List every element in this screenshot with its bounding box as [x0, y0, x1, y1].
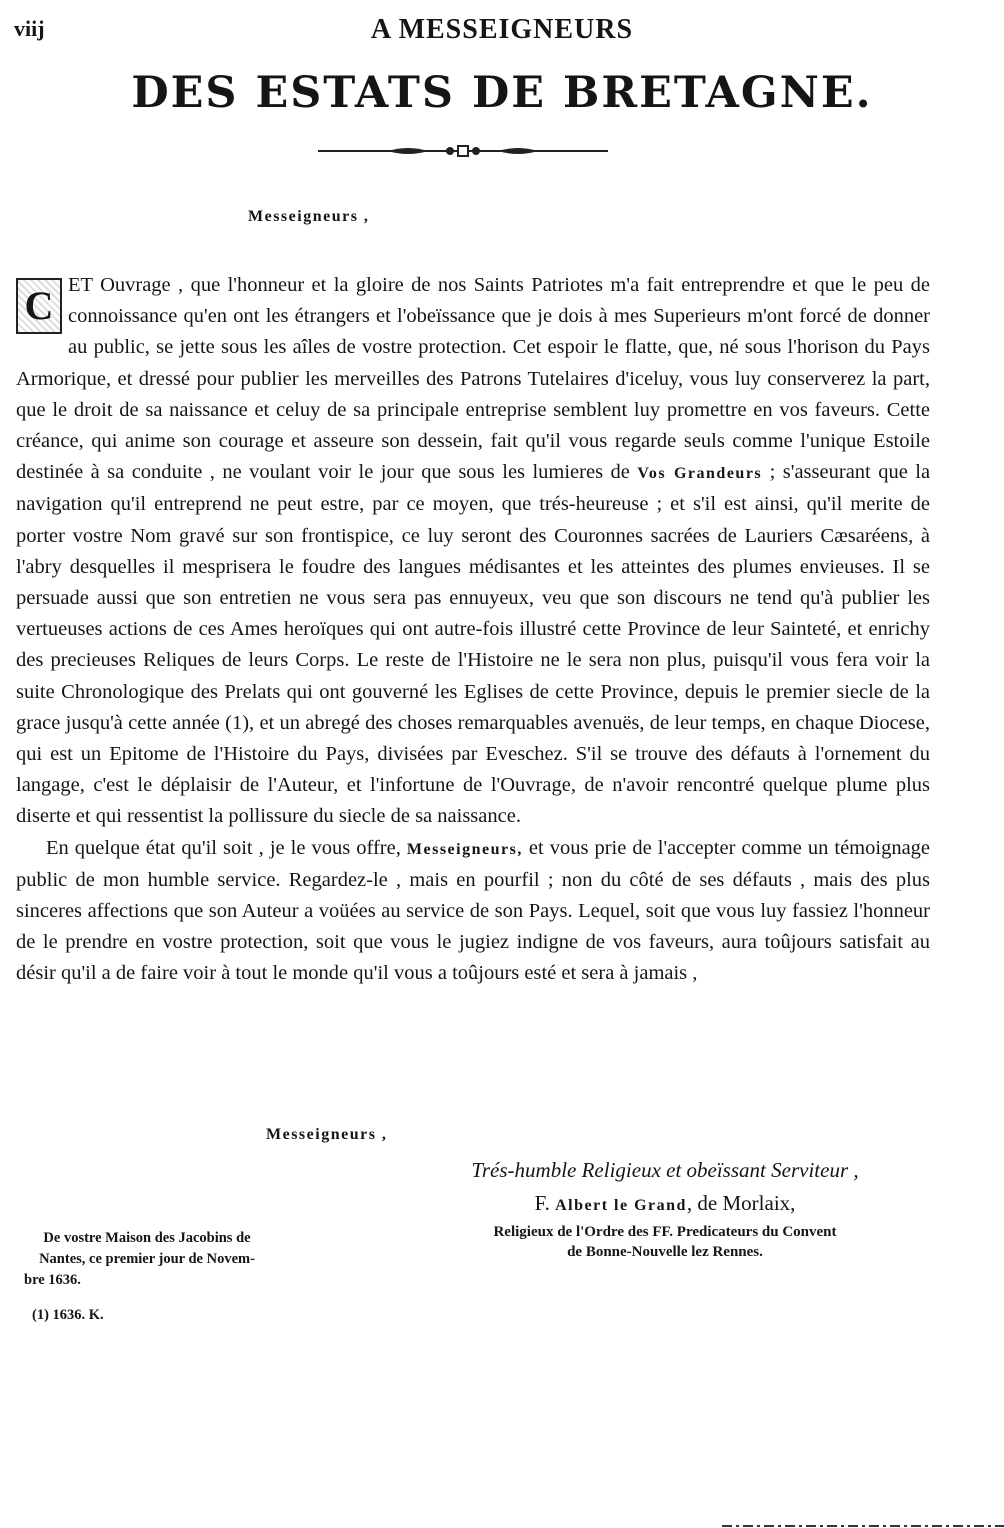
- paragraph-1-rest: ; s'asseurant que la navigation qu'il entreprend ne peut estre, par ce moyen, que trés-heureuse ; et s'il est ainsi, qu'il merite de porter vostre Nom gravé sur son frontispice, ce luy seront des Couronnes sacrées de Lauriers Cæsaréens, à l'abry desquelles il mesprisera le foudre des langues médisantes et les atteintes des plumes envieuses. Il se persuade aussi que son entretien ne vous sera pas ennuyeux, veu que son discours ne tend qu'à publier les vertueuses actions de ces Ames heroïques qui ont autre-fois illustré cette Province de leur Sainteté, et enrichy des precieuses Reliques de leurs Corps. Le reste de l'Histoire ne le sera non plus, puisqu'il vous fera voir la suite Chronologique des Prelats qui ont gouverné les Eglises de cette Province, depuis le premier siecle de la grace jusqu'à cette année (1), et un abregé des choses remarquables avenuës, de leur temps, en chaque Diocese, qui est un Epitome de l'Histoire du Pays, divisées par Eveschez. S'il se trouve des défauts à l'ornement du langage, c'est le déplaisir de l'Auteur, et l'infortune de l'Ouvrage, de n'avoir rencontré quelque plume plus diserte et qui ressentist la pollissure du siecle de sa naissance.: [16, 461, 931, 828]
- page-edge-marks: [722, 1520, 1004, 1528]
- paragraph-2-rest: et vous prie de l'accepter comme un témoignage public de mon humble service. Regardez-le , mais en pourfil ; non du côté de ses défauts , mais des plus sinceres affections que son Auteur a voüées au service de son Pays. Lequel, soit que vous luy fassiez l'honneur de le prendre en vostre protection, soit que vous le jugiez indigne de vos faveurs, aura toûjours satisfait au désir qu'il a de faire voir à tout le monde qu'il vous a toûjours esté et sera à jamais ,: [16, 836, 931, 985]
- signature-name-prefix: F.: [534, 1191, 550, 1215]
- page-number: viij: [14, 16, 45, 41]
- paragraph-2-start: En quelque état qu'il soit , je le vous offre,: [46, 836, 401, 859]
- signature-block: [430, 1158, 900, 1262]
- signature-name: Albert le Grand: [555, 1197, 687, 1214]
- signature-name-line: [430, 1191, 900, 1216]
- drop-cap: C: [16, 278, 62, 334]
- title-line-2: DES ESTATS DE BRETAGNE.: [131, 68, 873, 118]
- signature-order-2: de Bonne-Nouvelle lez Rennes.: [567, 1244, 763, 1260]
- ornament-rule: [318, 140, 608, 162]
- paragraph-2: [16, 833, 930, 990]
- salutation-bottom: Messeigneurs ,: [266, 1126, 388, 1143]
- paragraph-1-first: ET Ouvrage , que l'honneur et la gloire de nos Saints Patriotes m'a fait entreprendre et que le peu de connoissance qu'en ont les étrangers et l'obeïssance que je dois à mes Superieurs m'ont forcé de donner au public, se jette sous les aîles de vostre protection. Cet espoir le flatte, que, né sous l'horison du Pays Armorique, et dressé pour publier les merveilles des Patrons Tutelaires d'iceluy, vous luy conserverez la part, que le droit de sa naissance et celuy de sa principale entreprise semblent luy promettre en vos faveurs. Cette créance, qui anime son courage et asseure son dessein, fait qu'il vous regarde seuls comme l'unique Estoile destinée à sa conduite , ne voulant voir le jour que sous les lumieres de: [16, 274, 930, 484]
- salutation-top: Messeigneurs ,: [248, 208, 370, 225]
- letter-body: [16, 270, 930, 990]
- place-line-2: Nantes, ce premier jour de Novem-: [39, 1251, 255, 1267]
- vos-grandeurs: Vos Grandeurs: [637, 465, 763, 483]
- signature-closing: Trés-humble Religieux et obeïssant Serviteur ,: [471, 1158, 859, 1182]
- place-date: [24, 1228, 270, 1291]
- place-line-1: De vostre Maison des Jacobins de: [43, 1230, 251, 1246]
- paragraph-1: [16, 270, 930, 833]
- signature-order-1: Religieux de l'Ordre des FF. Predicateurs du Convent: [493, 1224, 837, 1240]
- title-line-1: A MESSEIGNEURS: [370, 14, 634, 45]
- messeigneurs-inline: Messeigneurs,: [406, 840, 523, 858]
- signature-name-suffix: , de Morlaix,: [686, 1191, 796, 1215]
- footnote: (1) 1636. K.: [32, 1307, 104, 1323]
- place-line-3: bre 1636.: [24, 1272, 81, 1288]
